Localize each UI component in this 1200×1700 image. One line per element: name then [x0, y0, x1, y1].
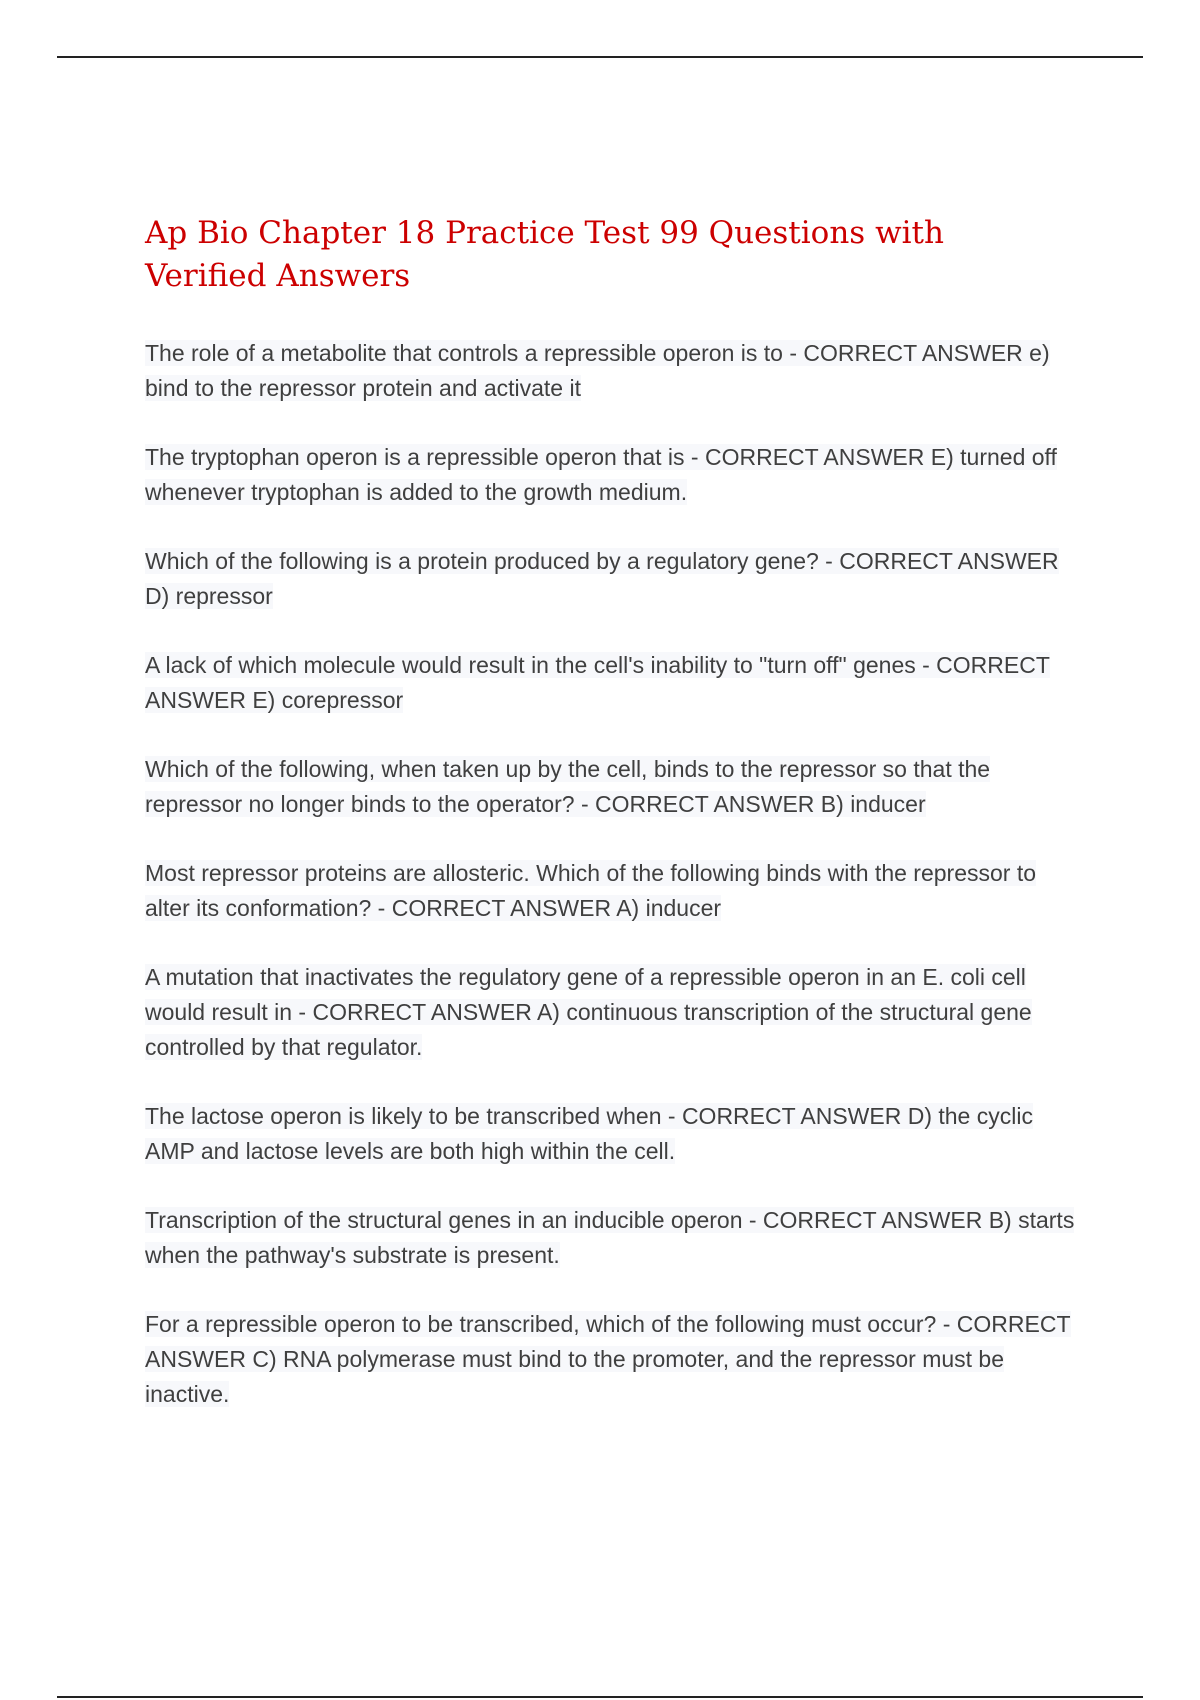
qa-list — [145, 336, 1075, 1412]
qa-item — [145, 336, 1075, 406]
qa-item — [145, 544, 1075, 614]
qa-text: For a repressible operon to be transcribed, which of the following must occur? - CORRECT ANSWER C) RNA polymerase must bind to the promoter, and the repressor must be inactive. — [145, 1311, 1071, 1407]
qa-item — [145, 960, 1075, 1065]
qa-item — [145, 856, 1075, 926]
qa-item — [145, 1307, 1075, 1412]
qa-text: Which of the following, when taken up by the cell, binds to the repressor so that the repressor no longer binds to the operator? - CORRECT ANSWER B) inducer — [145, 756, 991, 817]
qa-item — [145, 752, 1075, 822]
qa-item — [145, 648, 1075, 718]
document-title: Ap Bio Chapter 18 Practice Test 99 Questions with Verified Answers — [145, 215, 944, 294]
qa-item — [145, 1203, 1075, 1273]
qa-text: The tryptophan operon is a repressible operon that is - CORRECT ANSWER E) turned off whenever tryptophan is added to the growth medium. — [145, 444, 1057, 505]
qa-item — [145, 440, 1075, 510]
qa-item — [145, 1099, 1075, 1169]
qa-text: Which of the following is a protein produced by a regulatory gene? - CORRECT ANSWER D) repressor — [145, 548, 1059, 609]
footer-rule — [57, 1696, 1143, 1698]
qa-text: Transcription of the structural genes in an inducible operon - CORRECT ANSWER B) starts when the pathway's substrate is present. — [145, 1207, 1075, 1268]
qa-text: A lack of which molecule would result in the cell's inability to "turn off" genes - CORRECT ANSWER E) corepressor — [145, 652, 1050, 713]
qa-text: The lactose operon is likely to be transcribed when - CORRECT ANSWER D) the cyclic AMP and lactose levels are both high within the cell. — [145, 1103, 1033, 1164]
header-rule — [57, 56, 1143, 58]
qa-text: Most repressor proteins are allosteric. Which of the following binds with the repressor to alter its conformation? - CORRECT ANSWER A) inducer — [145, 860, 1037, 921]
qa-text: The role of a metabolite that controls a repressible operon is to - CORRECT ANSWER e) bind to the repressor protein and activate it — [145, 340, 1050, 401]
document-body — [145, 212, 1075, 1446]
qa-text: A mutation that inactivates the regulatory gene of a repressible operon in an E. coli cell would result in - CORRECT ANSWER A) continuous transcription of the structural gene controlled by that regulator. — [145, 964, 1032, 1060]
